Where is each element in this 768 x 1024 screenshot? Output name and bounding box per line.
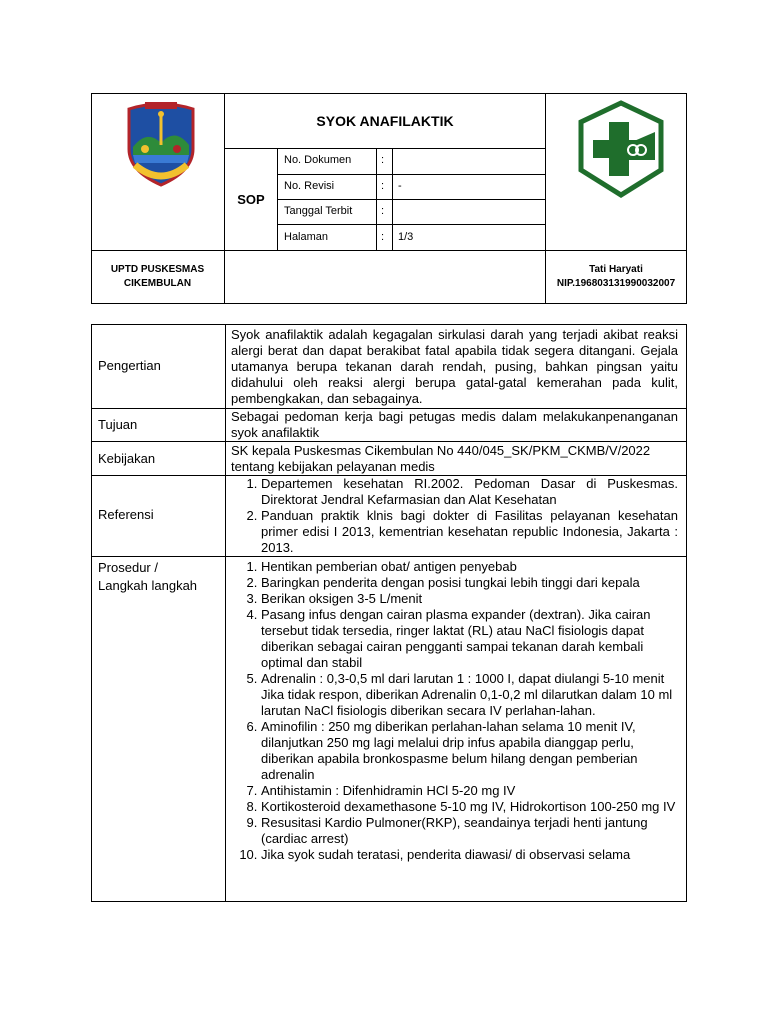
prosedur-list xyxy=(231,559,678,863)
list-item: 2. Panduan praktik klnis bagi dokter di Fasilitas pelayanan kesehatan primer edisi I 2013, kementrian kesehatan republic Indonesia, Jakarta : 2013. xyxy=(261,508,678,556)
meta-label-halaman: Halaman xyxy=(284,231,329,243)
signer-nip: NIP.196803131990032007 xyxy=(556,278,676,289)
sop-title: SYOK ANAFILAKTIK xyxy=(316,113,454,129)
label-pengertian: Pengertian xyxy=(98,358,161,373)
text-tujuan: Sebagai pedoman kerja bagi petugas medis dalam melakukanpenanganan syok anafilaktik xyxy=(231,409,678,440)
org-name xyxy=(91,263,224,291)
signer-name: Tati Haryati xyxy=(589,264,643,275)
list-item xyxy=(261,671,678,719)
list-item: 2. Baringkan penderita dengan posisi tungkai lebih tinggi dari kepala xyxy=(261,575,678,591)
org-name-line2: CIKEMBULAN xyxy=(123,278,192,289)
row-kebijakan xyxy=(92,442,686,476)
list-item-text: Adrenalin : 0,3-0,5 ml dari larutan 1 : 1000 I, dapat diulangi 5-10 menit xyxy=(261,671,665,686)
list-item: 1. Departemen kesehatan RI.2002. Pedoman Dasar di Puskesmas. Direktorat Jendral Kefarmasian dan Alat Kesehatan xyxy=(261,476,678,508)
meta-sep: : xyxy=(381,180,385,192)
text-referensi xyxy=(231,476,678,556)
text-prosedur xyxy=(231,559,678,863)
org-name-line1: UPTD PUSKESMAS xyxy=(110,264,205,275)
meta-value-halaman: 1/3 xyxy=(398,231,414,243)
text-kebijakan: SK kepala Puskesmas Cikembulan No 440/045_SK/PKM_CKMB/V/2022 tentang kebijakan pelayanan medis xyxy=(231,443,651,474)
label-referensi: Referensi xyxy=(98,507,154,522)
sop-header-table xyxy=(91,93,687,304)
label-prosedur xyxy=(98,559,197,595)
puskesmas-logo xyxy=(571,100,671,200)
list-item: 8. Kortikosteroid dexamethasone 5-10 mg IV, Hidrokortison 100-250 mg IV xyxy=(261,799,678,815)
label-tujuan: Tujuan xyxy=(98,417,138,432)
sop-content-table xyxy=(91,324,687,902)
label-prosedur-line1: Prosedur / xyxy=(98,560,158,575)
list-item: 7. Antihistamin : Difenhidramin HCl 5-20 mg IV xyxy=(261,783,678,799)
label-kebijakan: Kebijakan xyxy=(98,451,156,466)
list-item: 1. Hentikan pemberian obat/ antigen penyebab xyxy=(261,559,678,575)
list-item: 4. Pasang infus dengan cairan plasma expander (dextran). Jika cairan tersebut tidak tersedia, ringer laktat (RL) atau NaCl fisiologis dapat diberikan sebagai cairan pengganti sampai tekanan darah kembali optimal dan stabil xyxy=(261,607,678,671)
row-referensi xyxy=(92,476,686,557)
referensi-list xyxy=(231,476,678,556)
text-pengertian: Syok anafilaktik adalah kegagalan sirkulasi darah yang terjadi akibat reaksi alergi berat dan dapat berakibat fatal apabila tidak segera ditangani. Gejala utamanya berupa tekanan darah rendah, pusing, bahkan pingsan yaitu didahului oleh reaksi alergi berupa gatal-gatal kemerahan pada kulit, pembengkakan, dan sebagainya. xyxy=(231,327,678,406)
signer-block xyxy=(545,263,687,291)
list-item: 3. Berikan oksigen 3-5 L/menit xyxy=(261,591,678,607)
list-item-subtext: Jika tidak respon, diberikan Adrenalin 0,1-0,2 ml dilarutkan dalam 10 ml larutan NaCl fisiologis diberikan secara IV perlahan-lahan. xyxy=(261,687,673,718)
list-item: 10. Jika syok sudah teratasi, penderita diawasi/ di observasi selama xyxy=(261,847,678,863)
regency-emblem-logo xyxy=(121,99,201,189)
meta-value-revisi: - xyxy=(398,180,402,192)
row-prosedur xyxy=(92,557,686,902)
meta-sep: : xyxy=(381,154,385,166)
row-tujuan xyxy=(92,409,686,442)
label-prosedur-line2: Langkah langkah xyxy=(98,578,198,593)
sop-label: SOP xyxy=(237,192,265,207)
list-item: 6. Aminofilin : 250 mg diberikan perlahan-lahan selama 10 menit IV, dilanjutkan 250 mg lagi melalui drip infus apabila dianggap perlu, diberikan apabila bronkospasme belum hilang dengan pemberian adrenalin xyxy=(261,719,678,783)
meta-label-revisi: No. Revisi xyxy=(284,180,335,192)
list-item: 9. Resusitasi Kardio Pulmoner(RKP), seandainya terjadi henti jantung (cardiac arrest) xyxy=(261,815,678,847)
row-pengertian xyxy=(92,325,686,409)
meta-label-tanggal: Tanggal Terbit xyxy=(284,205,353,217)
meta-sep: : xyxy=(381,205,385,217)
meta-sep: : xyxy=(381,231,385,243)
meta-label-dokumen: No. Dokumen xyxy=(284,154,352,166)
